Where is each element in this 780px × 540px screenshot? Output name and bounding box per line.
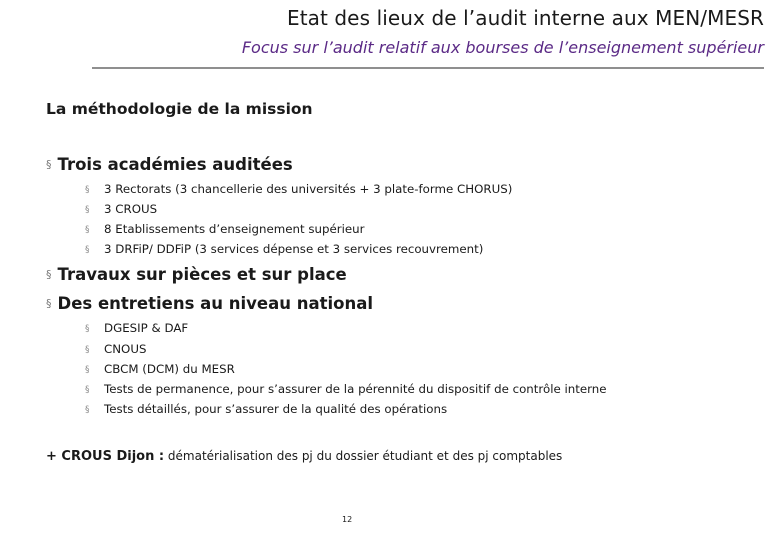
sub-bullet-text: 3 Rectorats (3 chancellerie des universités + 3 plate-forme CHORUS) bbox=[104, 182, 513, 196]
bullet-travaux bbox=[46, 265, 347, 284]
slide-subtitle: Focus sur l’audit relatif aux bourses de l’enseignement supérieur bbox=[241, 38, 764, 57]
sub-bullet-text: DGESIP & DAF bbox=[104, 321, 189, 335]
sub-bullet-marker: § bbox=[85, 324, 90, 334]
sub-bullet-text: CBCM (DCM) du MESR bbox=[104, 362, 235, 376]
sub-bullet-text: 3 DRFiP/ DDFiP (3 services dépense et 3 services recouvrement) bbox=[104, 242, 484, 256]
sub-bullet-marker: § bbox=[85, 225, 90, 235]
sub-bullet-text: Tests de permanence, pour s’assurer de la pérennité du dispositif de contrôle interne bbox=[104, 382, 607, 396]
sub-bullet bbox=[85, 242, 483, 256]
header-divider bbox=[92, 67, 764, 69]
sub-bullet bbox=[85, 362, 235, 376]
sub-bullet bbox=[85, 382, 607, 396]
sub-bullet bbox=[85, 222, 364, 236]
bullet-marker: § bbox=[46, 297, 52, 310]
bullet-marker: § bbox=[46, 158, 52, 171]
page-number: 12 bbox=[342, 515, 353, 524]
sub-bullet-marker: § bbox=[85, 405, 90, 415]
section-heading: La méthodologie de la mission bbox=[46, 100, 313, 118]
crous-dijon-note bbox=[46, 449, 562, 464]
sub-bullet-text: 3 CROUS bbox=[104, 202, 158, 216]
sub-bullet bbox=[85, 202, 157, 216]
sub-bullet-marker: § bbox=[85, 345, 90, 355]
crous-dijon-label: + CROUS Dijon : bbox=[46, 449, 165, 464]
crous-dijon-text: dématérialisation des pj du dossier étudiant et des pj comptables bbox=[167, 449, 563, 463]
sub-bullet-text: CNOUS bbox=[104, 342, 147, 356]
sub-bullet bbox=[85, 342, 146, 356]
bullet-label: Des entretiens au niveau national bbox=[57, 294, 374, 313]
bullet-label: Trois académies auditées bbox=[57, 155, 293, 174]
sub-bullet bbox=[85, 182, 512, 196]
sub-bullet bbox=[85, 402, 447, 416]
sub-bullet-text: 8 Etablissements d’enseignement supérieur bbox=[104, 222, 365, 236]
sub-bullet bbox=[85, 321, 188, 335]
bullet-entretiens bbox=[46, 294, 373, 313]
sub-bullet-marker: § bbox=[85, 205, 90, 215]
bullet-label: Travaux sur pièces et sur place bbox=[57, 265, 347, 284]
sub-bullet-marker: § bbox=[85, 185, 90, 195]
sub-bullet-marker: § bbox=[85, 245, 90, 255]
sub-bullet-text: Tests détaillés, pour s’assurer de la qualité des opérations bbox=[104, 402, 448, 416]
slide-title: Etat des lieux de l’audit interne aux MEN/MESR bbox=[286, 6, 764, 30]
sub-bullet-marker: § bbox=[85, 385, 90, 395]
bullet-trois-academies bbox=[46, 155, 293, 174]
sub-bullet-marker: § bbox=[85, 365, 90, 375]
bullet-marker: § bbox=[46, 268, 52, 281]
